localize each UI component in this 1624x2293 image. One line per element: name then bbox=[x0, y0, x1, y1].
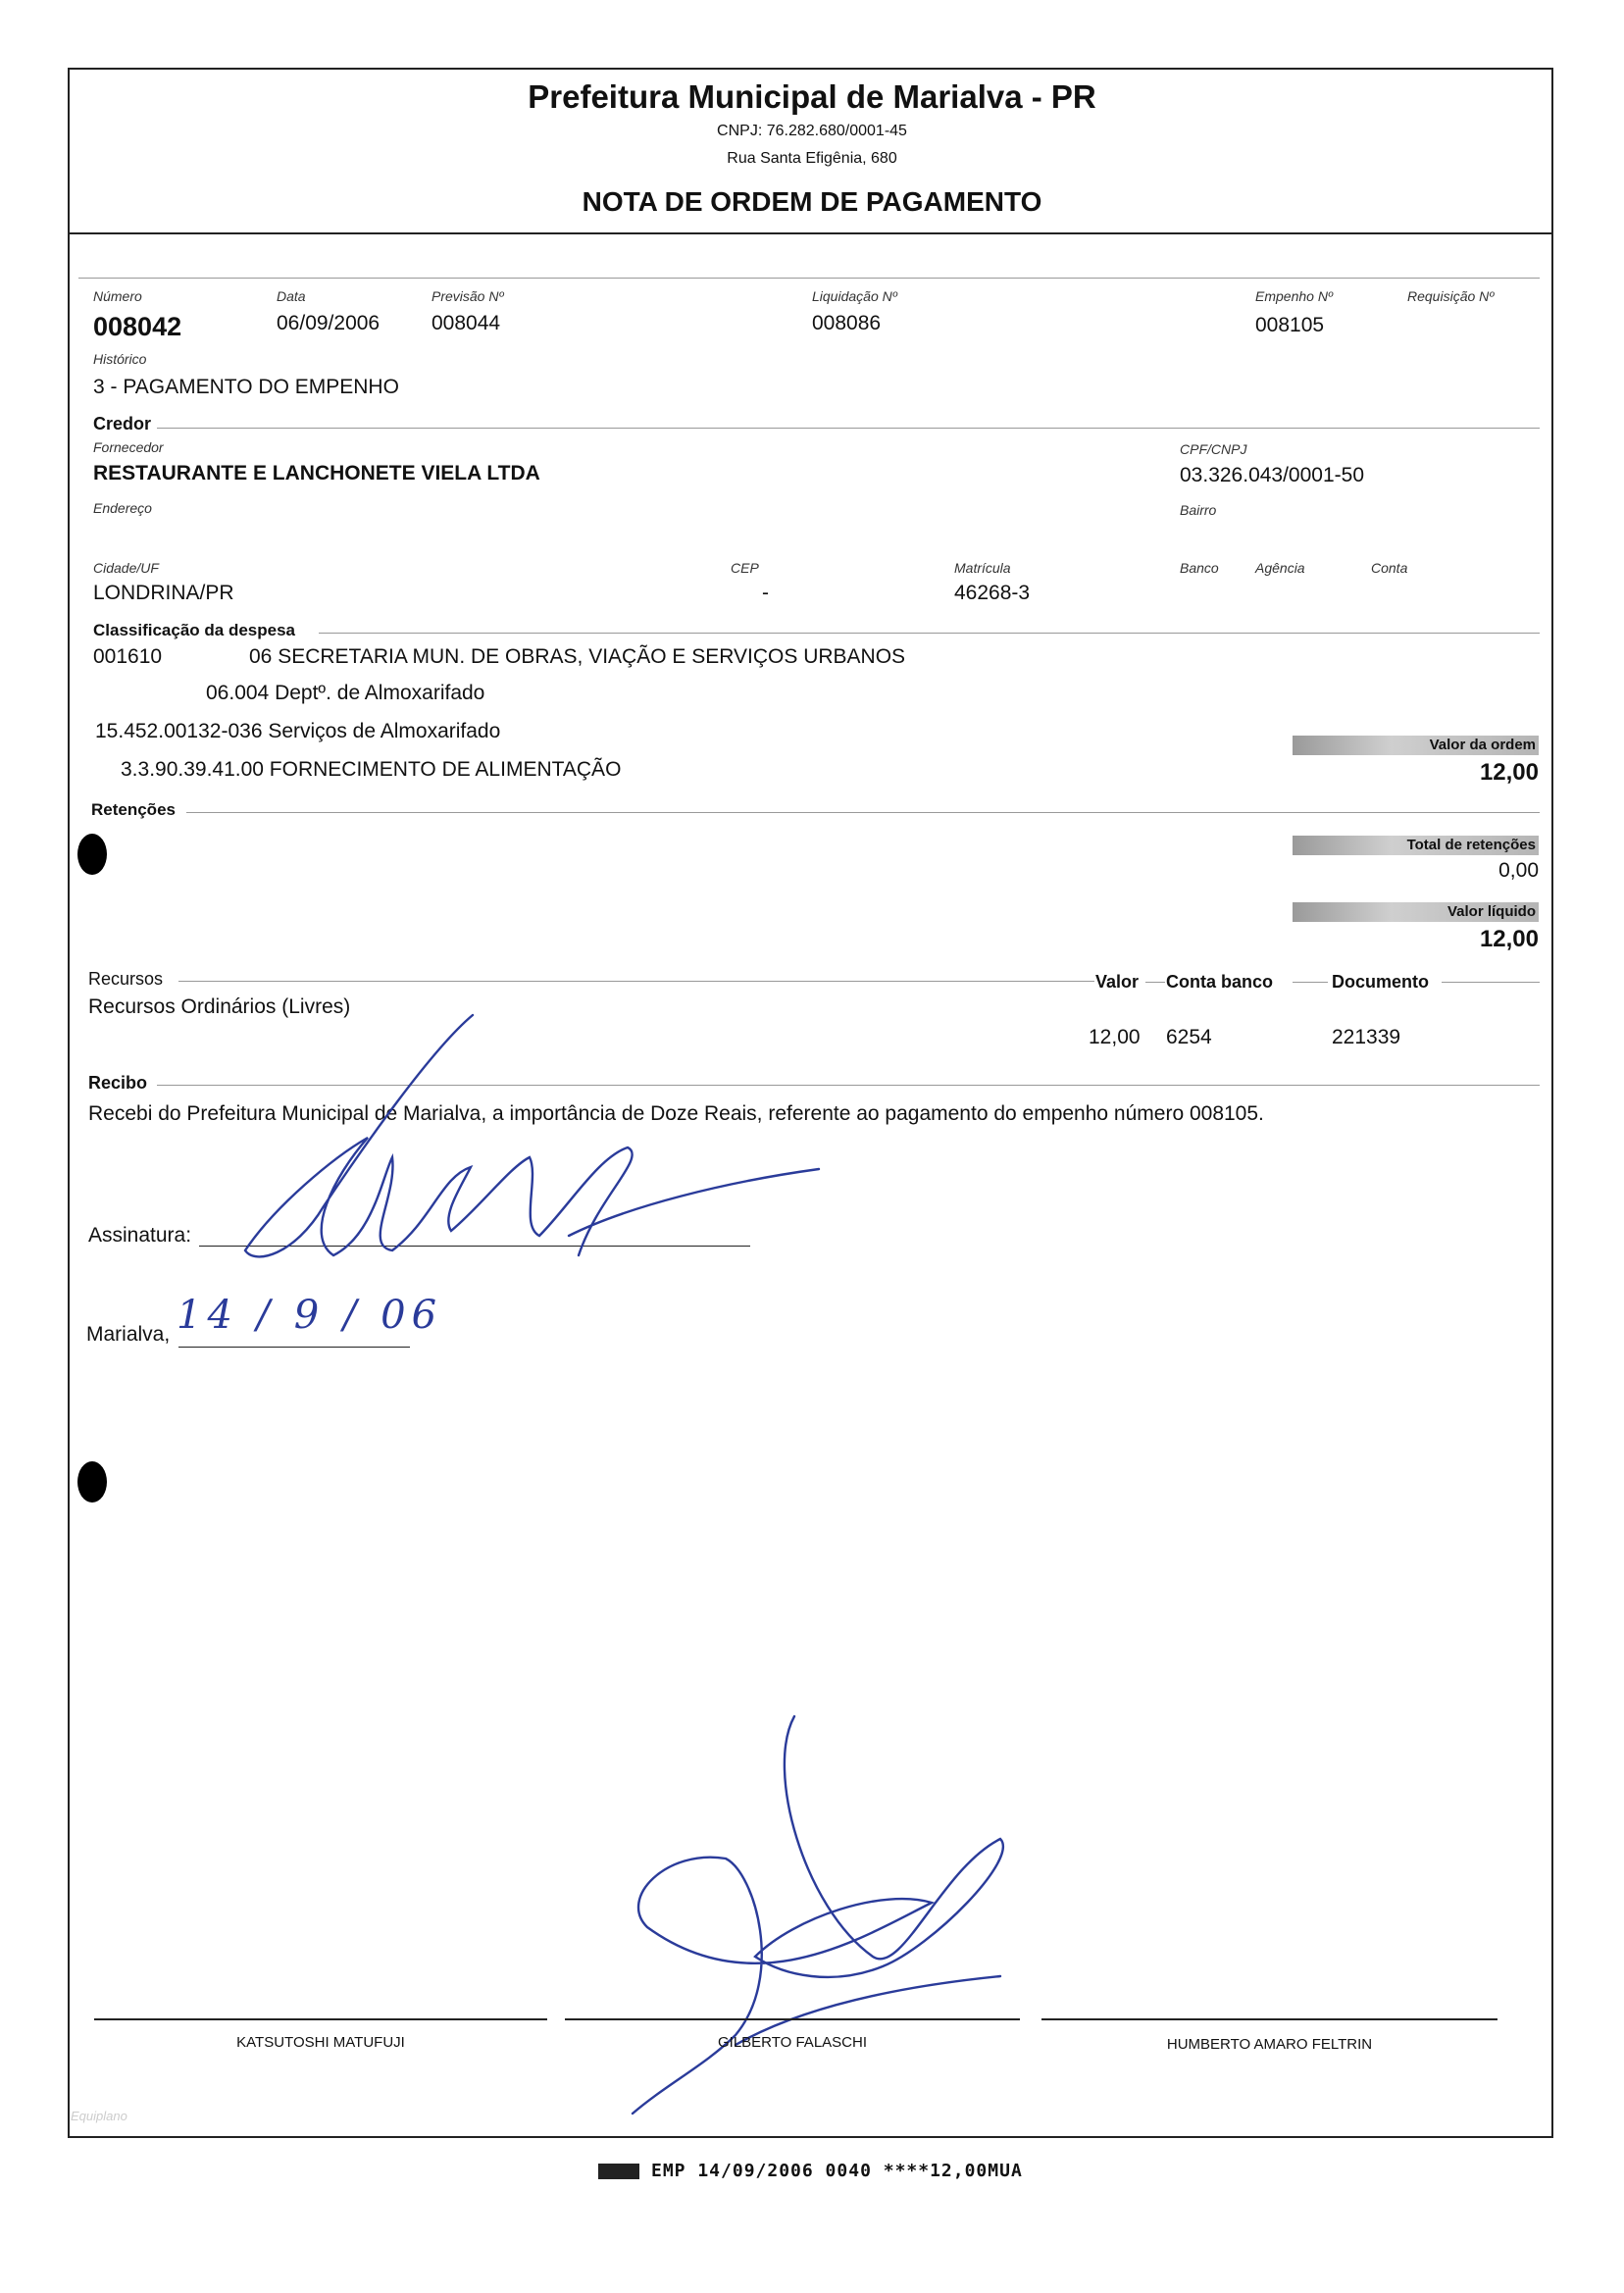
signature-line-2 bbox=[565, 2018, 1020, 2020]
classificacao-section: Classificação da despesa bbox=[93, 621, 296, 639]
valor-liquido-label: Valor líquido bbox=[1293, 902, 1539, 922]
cpf-label: CPF/CNPJ bbox=[1180, 441, 1247, 457]
cep-value: - bbox=[762, 582, 769, 604]
divider bbox=[1442, 982, 1540, 983]
classificacao-line2: 06.004 Deptº. de Almoxarifado bbox=[206, 682, 485, 704]
classificacao-line4: 3.3.90.39.41.00 FORNECIMENTO DE ALIMENTAÇÃO bbox=[121, 758, 622, 781]
credor-section: Credor bbox=[93, 414, 152, 433]
previsao-label: Previsão Nº bbox=[431, 288, 504, 304]
fornecedor-value: RESTAURANTE E LANCHONETE VIELA LTDA bbox=[93, 462, 540, 484]
signature-line-1 bbox=[94, 2018, 547, 2020]
cep-label: CEP bbox=[731, 560, 759, 576]
recibo-signature bbox=[216, 1010, 843, 1285]
divider bbox=[1293, 982, 1328, 983]
liquidacao-value: 008086 bbox=[812, 312, 882, 334]
recursos-valor-label: Valor bbox=[1095, 972, 1140, 992]
punch-hole bbox=[77, 834, 107, 875]
recursos-documento: 221339 bbox=[1332, 1026, 1401, 1048]
software-watermark: Equiplano bbox=[71, 2109, 127, 2123]
footer-stamp bbox=[598, 2161, 1023, 2181]
bottom-signature bbox=[608, 1711, 1020, 2123]
total-retencoes-value: 0,00 bbox=[1498, 859, 1539, 882]
cpf-value: 03.326.043/0001-50 bbox=[1180, 464, 1365, 486]
valor-ordem-value: 12,00 bbox=[1479, 759, 1539, 786]
agencia-label: Agência bbox=[1255, 560, 1305, 576]
recursos-valor: 12,00 bbox=[1089, 1026, 1141, 1048]
date-line bbox=[178, 1347, 410, 1348]
stamp-logo-icon bbox=[598, 2164, 639, 2179]
valor-liquido-value: 12,00 bbox=[1479, 926, 1539, 952]
punch-hole bbox=[77, 1461, 107, 1503]
recibo-text: Recebi do Prefeitura Municipal de Marialva, a importância de Doze Reais, referente ao pagamento do empenho número 008105. bbox=[88, 1102, 1264, 1125]
bairro-label: Bairro bbox=[1180, 502, 1217, 518]
historico-label: Histórico bbox=[93, 351, 147, 367]
signatory-3: HUMBERTO AMARO FELTRIN bbox=[1166, 2036, 1373, 2053]
handwritten-date: 14 / 9 / 06 bbox=[177, 1293, 443, 1338]
signatory-2: GILBERTO FALASCHI bbox=[718, 2034, 867, 2051]
divider bbox=[78, 278, 1540, 279]
divider bbox=[319, 633, 1540, 634]
total-retencoes-label: Total de retenções bbox=[1293, 836, 1539, 855]
data-label: Data bbox=[277, 288, 306, 304]
page-title: Prefeitura Municipal de Marialva - PR bbox=[528, 78, 1096, 115]
local-label: Marialva, bbox=[86, 1323, 171, 1346]
classificacao-code: 001610 bbox=[93, 645, 163, 668]
document-title: NOTA DE ORDEM DE PAGAMENTO bbox=[582, 186, 1042, 217]
stamp-text: EMP 14/09/2006 0040 ****12,00MUA bbox=[651, 2161, 1023, 2181]
empenho-value: 008105 bbox=[1255, 314, 1325, 336]
liquidacao-label: Liquidação Nº bbox=[812, 288, 897, 304]
address-text: Rua Santa Efigênia, 680 bbox=[727, 150, 897, 167]
recibo-section: Recibo bbox=[88, 1073, 148, 1093]
fornecedor-label: Fornecedor bbox=[93, 439, 164, 455]
conta-label: Conta bbox=[1371, 560, 1408, 576]
recursos-documento-label: Documento bbox=[1332, 972, 1429, 992]
matricula-value: 46268-3 bbox=[954, 582, 1031, 604]
historico-value: 3 - PAGAMENTO DO EMPENHO bbox=[93, 376, 399, 398]
classificacao-line3: 15.452.00132-036 Serviços de Almoxarifado bbox=[95, 720, 501, 742]
divider bbox=[178, 981, 1094, 982]
cnpj-text: CNPJ: 76.282.680/0001-45 bbox=[717, 123, 907, 139]
cidade-label: Cidade/UF bbox=[93, 560, 159, 576]
divider bbox=[1145, 982, 1165, 983]
signature-line-3 bbox=[1041, 2018, 1497, 2020]
divider bbox=[157, 428, 1540, 429]
recursos-section: Recursos bbox=[88, 969, 164, 989]
recursos-conta: 6254 bbox=[1166, 1026, 1212, 1048]
numero-value: 008042 bbox=[93, 312, 182, 341]
assinatura-label: Assinatura: bbox=[88, 1224, 192, 1247]
cidade-value: LONDRINA/PR bbox=[93, 582, 234, 604]
requisicao-label: Requisição Nº bbox=[1407, 288, 1495, 304]
divider bbox=[186, 812, 1540, 813]
header-divider bbox=[70, 232, 1551, 234]
recursos-fonte: Recursos Ordinários (Livres) bbox=[88, 995, 351, 1018]
numero-label: Número bbox=[93, 288, 142, 304]
data-value: 06/09/2006 bbox=[277, 312, 381, 334]
signatory-1: KATSUTOSHI MATUFUJI bbox=[236, 2034, 405, 2051]
empenho-label: Empenho Nº bbox=[1255, 288, 1334, 304]
classificacao-line1: 06 SECRETARIA MUN. DE OBRAS, VIAÇÃO E SERVIÇOS URBANOS bbox=[249, 645, 906, 668]
valor-ordem-label: Valor da ordem bbox=[1293, 736, 1539, 755]
previsao-value: 008044 bbox=[431, 312, 501, 334]
recursos-conta-label: Conta banco bbox=[1166, 972, 1274, 992]
endereco-label: Endereço bbox=[93, 500, 152, 516]
banco-label: Banco bbox=[1180, 560, 1219, 576]
retencoes-section: Retenções bbox=[91, 800, 176, 819]
matricula-label: Matrícula bbox=[954, 560, 1011, 576]
